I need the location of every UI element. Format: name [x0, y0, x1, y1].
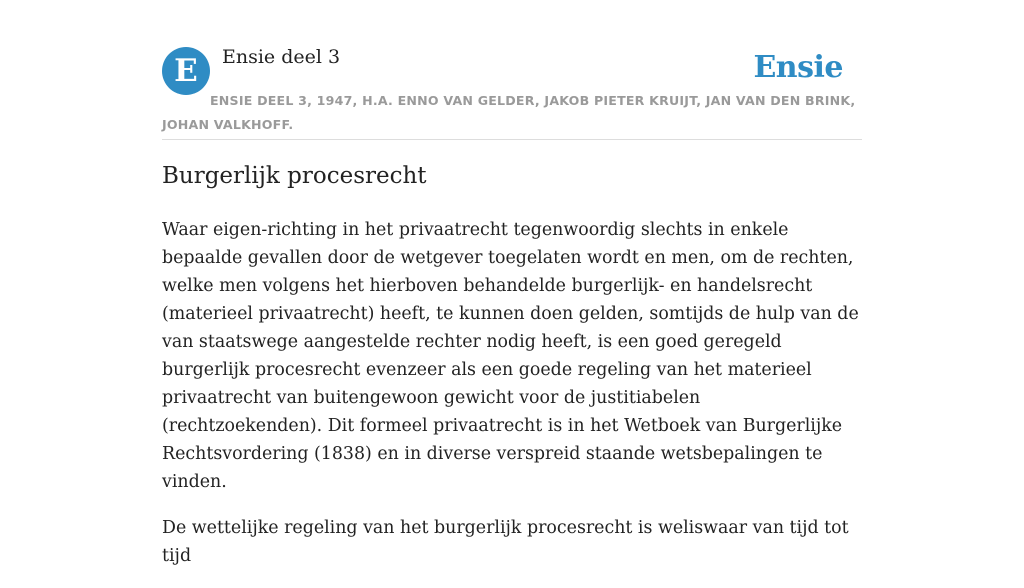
- article-paragraph: Waar eigen-richting in het privaatrecht tegenwoordig slechts in enkele bepaalde gevallen door de wetgever toegelaten wordt en men, om de rechten, welke men volgens het hierboven behandelde burgerlijk- en handelsrecht (materieel privaatrecht) heeft, te kunnen doen gelden, somtijds de hulp van de van staatswege aangestelde rechter nodig heeft, is een goed geregeld burgerlijk procesrecht evenzeer als een goede regeling van het materieel privaatrecht van buitengewoon gewicht voor de justitiabelen (rechtzoekenden). Dit formeel privaatrecht is in het Wetboek van Burgerlijke Rechtsvordering (1838) en in diverse verspreid staande wetsbepalingen te vinden.: [162, 220, 859, 492]
- page: [162, 0, 862, 566]
- source-title-link[interactable]: Ensie deel 3: [222, 46, 341, 68]
- header: [162, 0, 862, 140]
- source-meta: ENSIE DEEL 3, 1947, H.A. ENNO VAN GELDER, JAKOB PIETER KRUIJT, JAN VAN DEN BRINK, JOHAN VALKHOFF.: [162, 93, 856, 132]
- article-title: Burgerlijk procesrecht: [162, 163, 427, 189]
- article-paragraph: De wettelijke regeling van het burgerlijk procesrecht is weliswaar van tijd tot tijd: [162, 518, 849, 566]
- brand-logo[interactable]: Ensie: [753, 50, 843, 85]
- ensie-logo-icon[interactable]: E: [162, 47, 210, 95]
- article-body: [162, 216, 862, 588]
